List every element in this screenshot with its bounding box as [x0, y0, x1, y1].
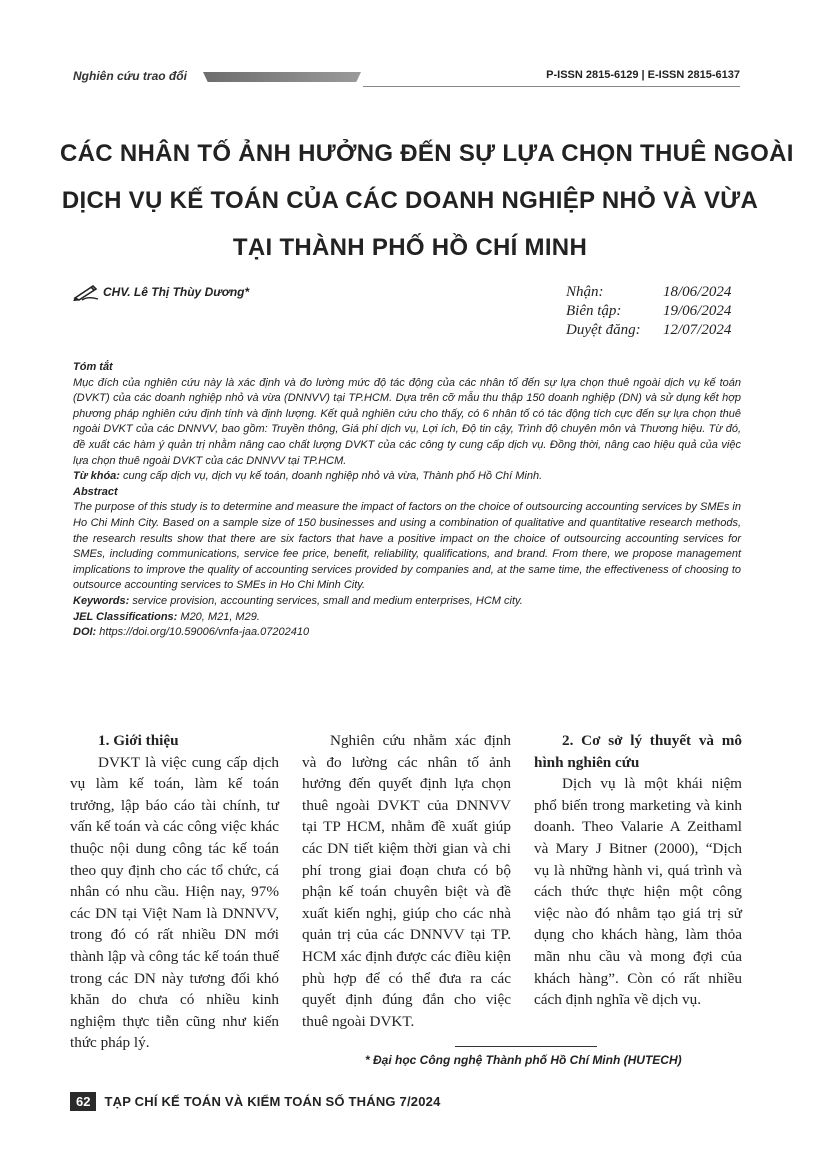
keywords-en-label: Keywords: — [73, 594, 130, 607]
article-title — [60, 130, 794, 271]
journal-name: TẠP CHÍ KẾ TOÁN VÀ KIỂM TOÁN SỐ THÁNG 7/2024 — [104, 1094, 441, 1109]
section-2-title: 2. Cơ sở lý thuyết và mô hình nghiên cứu — [534, 732, 742, 771]
date-row — [566, 283, 731, 302]
abstract-block — [73, 360, 741, 641]
section-1-title: 1. Giới thiệu — [98, 732, 179, 749]
affiliation-rule — [455, 1046, 597, 1047]
author-block — [73, 283, 249, 301]
date-value: 12/07/2024 — [663, 322, 732, 338]
keywords-vi-text: cung cấp dịch vụ, dịch vụ kế toán, doanh nghiệp nhỏ và vừa, Thành phố Hồ Chí Minh. — [123, 470, 543, 483]
column-2-paragraph: Nghiên cứu nhằm xác định và đo lường các nhân tố ảnh hưởng đến quyết định lựa chọn thuê ngoài DVKT của DNNVV tại TP HCM, nhằm đề xuất giúp các DN tiết kiệm thời gian và chi phí trong giai đoạn chưa có bộ phận kế toán chuyên biệt và đề xuất kiến nghị, giúp cho các nhà quản trị của các DNNVV tại TP. HCM xác định được các điều kiện phù hợp để có thể đưa ra các quyết định đúng đắn cho việc thuê ngoài DVKT. — [302, 732, 511, 1030]
keywords-vi-label: Từ khóa: — [73, 470, 120, 483]
title-line: DỊCH VỤ KẾ TOÁN CỦA CÁC DOANH NGHIỆP NHỎ VÀ VỪA — [61, 187, 759, 214]
header-rule — [363, 86, 740, 87]
section-1-paragraph: DVKT là việc cung cấp dịch vụ làm kế toán, làm kế toán trưởng, lập báo cáo tài chính, tư vấn kế toán và các công việc khác thuộc nội dung công tác kế toán theo quy định cho các tổ chức, cá nhân có nhu cầu. Hiện nay, 97% các DN tại Việt Nam là DNNVV, trong đó có rất nhiều DN mới thành lập và công tác kế toán thuế trong các DN này tương đối khó khăn do chưa có nhiều kinh nghiệm thực tiễn cũng như kiến thức pháp lý. — [70, 753, 279, 1052]
doi-label: DOI: — [73, 626, 97, 639]
abstract-vi-text: Mục đích của nghiên cứu này là xác định và đo lường mức độ tác động của các nhân tố đến sự lựa chọn thuê ngoài dịch vụ kế toán (DVKT) của các doanh nghiệp nhỏ và vừa (DNNVV) tại TP.HCM. Dựa trên cỡ mẫu thu thập 150 doanh nghiệp (DN) và sử dụng kết hợp phương pháp nghiên cứu định tính và định lượng. Kết quả nghiên cứu cho thấy, có 6 nhân tố có tác động tích cực đến sự lựa chọn thuê ngoài DVKT của các DNNVV, bao gồm: Truyền thông, Giá phí dịch vụ, Lợi ích, Độ tin cậy, Trình độ chuyên môn và Thương hiệu. Từ đó, đề xuất các hàm ý quản trị nhằm nâng cao chất lượng DVKT của các công ty cung cấp dịch vụ. Đồng thời, nâng cao hiệu quả của việc lựa chọn thuê ngoài DVKT của các DNNVV tại TP.HCM. — [73, 376, 741, 467]
keywords-vi — [73, 469, 741, 485]
keywords-en — [73, 594, 741, 610]
column-1 — [70, 730, 279, 1054]
page-footer — [70, 1092, 441, 1111]
abstract-vi-heading: Tóm tắt — [73, 361, 113, 373]
dates-block — [566, 283, 731, 340]
header-bar — [203, 72, 361, 82]
date-row — [566, 302, 731, 321]
date-value: 19/06/2024 — [663, 303, 732, 319]
date-label: Nhận: — [566, 284, 604, 300]
doi-link[interactable]: https://doi.org/10.59006/vnfa-jaa.07202410 — [99, 626, 310, 639]
date-row — [566, 321, 731, 340]
jel-label: JEL Classifications: — [73, 610, 178, 623]
abstract-en-text: The purpose of this study is to determine and measure the impact of factors on the choice of outsourcing accounting services by SMEs in Ho Chi Minh City. Based on a sample size of 150 businesses and using a combination of qualitative and quantitative research methods, the research results show that there are six factors that have a positive impact on the choice of outsourcing accounting services for SMEs, including communications, service fee price, benefit, reliability, qualifications, and brand. From there, we propose management implications to improve the quality of accounting services provided by companies and, at the same time, the effectiveness of choosing to outsource accounting services to SMEs in Ho Chi Minh City. — [73, 501, 741, 592]
affiliation-note: * Đại học Công nghệ Thành phố Hồ Chí Minh (HUTECH) — [365, 1053, 682, 1067]
date-value: 18/06/2024 — [663, 284, 732, 300]
abstract-en-heading: Abstract — [73, 485, 118, 498]
author-name: CHV. Lê Thị Thùy Dương* — [103, 285, 250, 299]
doi-row — [73, 625, 741, 641]
title-line: CÁC NHÂN TỐ ẢNH HƯỞNG ĐẾN SỰ LỰA CHỌN THUÊ NGOÀI — [60, 140, 794, 167]
date-label: Biên tập: — [566, 303, 622, 319]
jel-classifications — [73, 610, 741, 626]
keywords-en-text: service provision, accounting services, small and medium enterprises, HCM city. — [132, 594, 523, 607]
column-2 — [302, 730, 511, 1032]
column-3 — [534, 730, 742, 1011]
page-number: 62 — [70, 1092, 96, 1111]
section-2-paragraph: Dịch vụ là một khái niệm phổ biến trong marketing và kinh doanh. Theo Valarie A Zeithaml và Mary J Bitner (2000), “Dịch vụ là những hành vi, quá trình và cách thức thực hiện một công việc nào đó nhằm tạo giá trị sử dụng cho khách hàng, làm thỏa mãn nhu cầu và mong đợi của khách hàng”. Còn có rất nhiều cách định nghĩa về dịch vụ. — [534, 775, 742, 1009]
page-header — [73, 67, 740, 87]
issn-label: P-ISSN 2815-6129 | E-ISSN 2815-6137 — [546, 69, 740, 81]
title-line: TẠI THÀNH PHỐ HỒ CHÍ MINH — [232, 234, 588, 261]
date-label: Duyệt đăng: — [566, 322, 641, 338]
body-columns — [70, 730, 740, 1050]
jel-text: M20, M21, M29. — [180, 610, 260, 623]
section-label: Nghiên cứu trao đổi — [73, 69, 187, 83]
pen-writing-icon — [73, 283, 99, 301]
